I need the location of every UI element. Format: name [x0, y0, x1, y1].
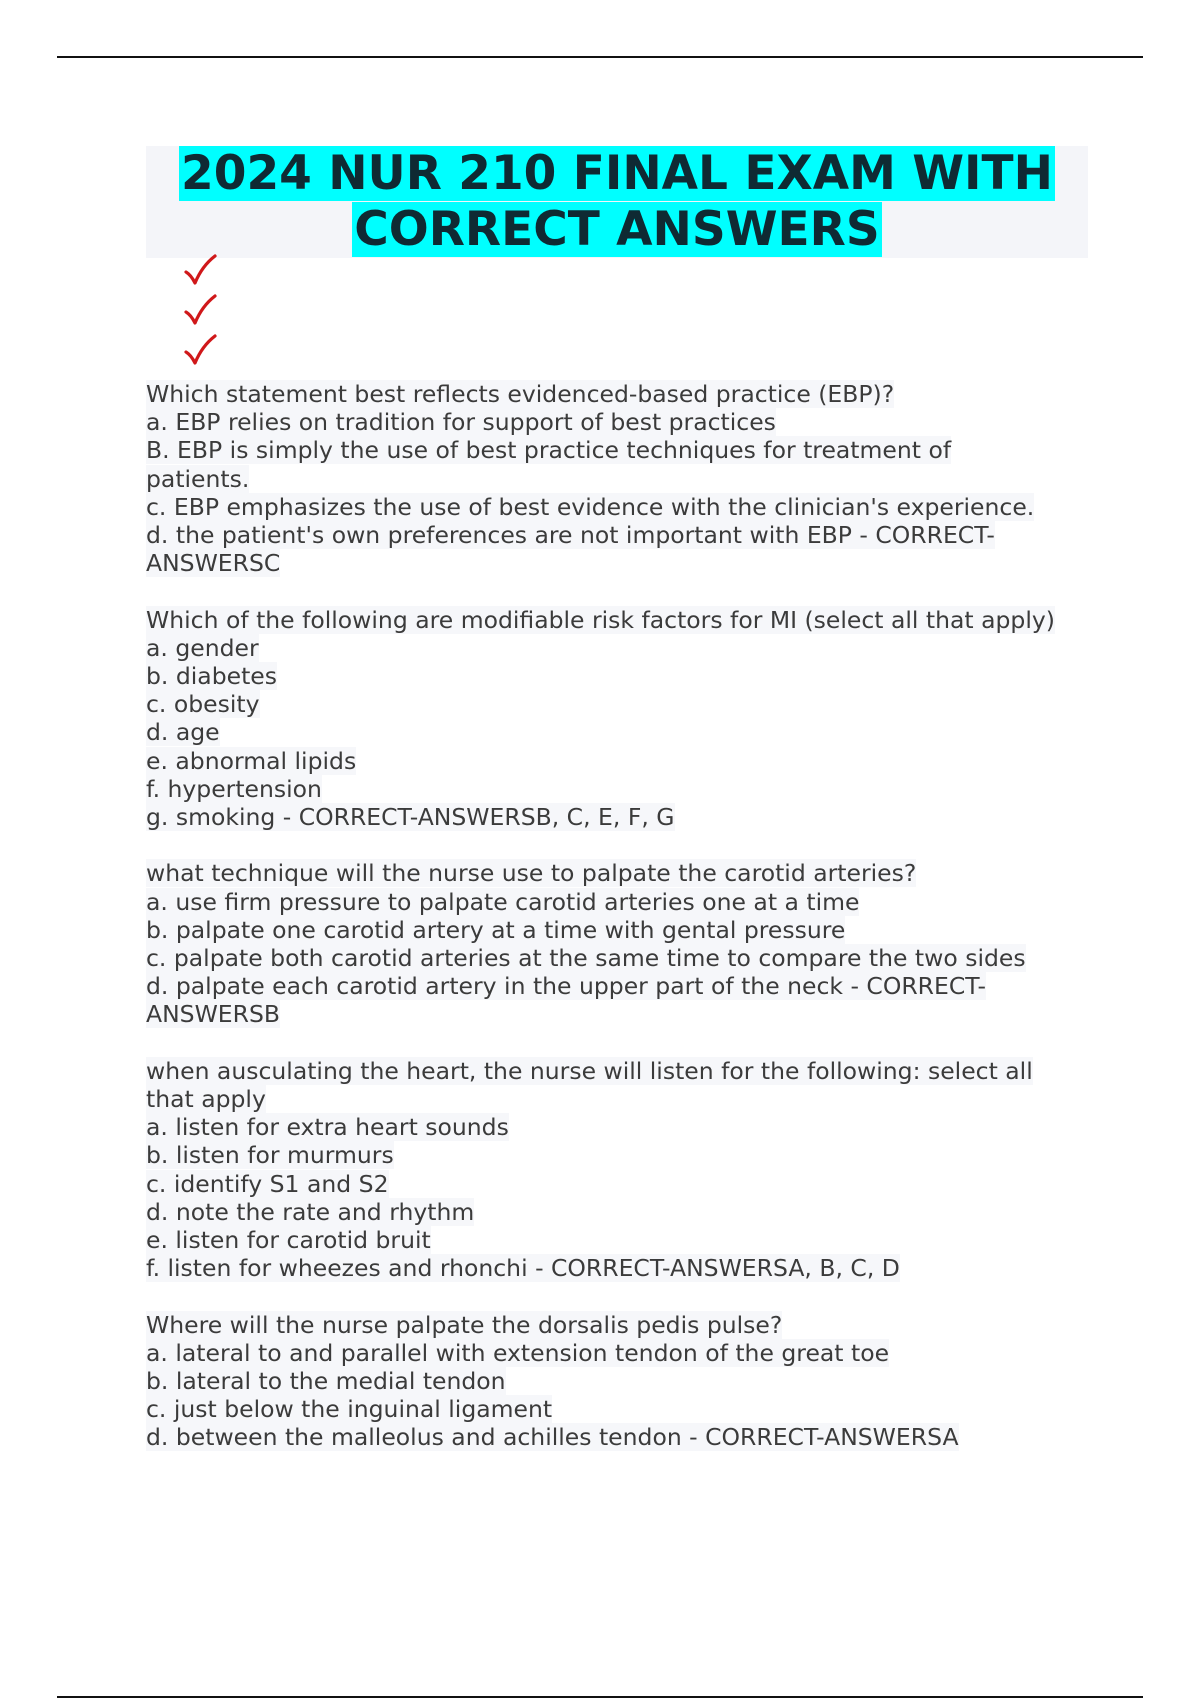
answer-line: ANSWERSB: [146, 1000, 281, 1029]
title-box: [146, 146, 1088, 258]
option-line: f. hypertension: [146, 774, 322, 803]
option-line: a. listen for extra heart sounds: [146, 1113, 509, 1142]
question-line: Which statement best reflects evidenced-based practice (EBP)?: [146, 380, 895, 408]
option-line: b. lateral to the medial tendon: [146, 1367, 506, 1396]
title-line-2: CORRECT ANSWERS: [354, 202, 880, 257]
option-line: e. listen for carotid bruit: [146, 1226, 431, 1255]
option-line: c. just below the inguinal ligament: [146, 1395, 553, 1424]
question-block-1: [146, 380, 1106, 577]
question-block-5: [146, 1311, 1106, 1452]
title-line-1: 2024 NUR 210 FINAL EXAM WITH: [181, 146, 1053, 201]
question-block-3: [146, 859, 1106, 1028]
option-line: d. age: [146, 718, 220, 747]
option-line: c. EBP emphasizes the use of best evidence with the clinician's experience.: [146, 492, 1035, 521]
document-title: [146, 146, 1088, 258]
option-line: c. obesity: [146, 690, 260, 719]
question-line: Where will the nurse palpate the dorsalis pedis pulse?: [146, 1310, 783, 1339]
question-line: Which of the following are modifiable risk factors for MI (select all that apply): [146, 605, 1055, 634]
option-line: a. EBP relies on tradition for support of best practices: [146, 408, 776, 437]
answer-line: g. smoking - CORRECT-ANSWERSB, C, E, F, G: [146, 803, 675, 832]
question-line: that apply: [146, 1085, 266, 1114]
option-line: b. diabetes: [146, 662, 277, 691]
option-line: a. lateral to and parallel with extension tendon of the great toe: [146, 1338, 890, 1367]
option-line: b. palpate one carotid artery at a time with gental pressure: [146, 915, 846, 944]
option-line: d. palpate each carotid artery in the upper part of the neck - CORRECT-: [146, 972, 986, 1001]
answer-line: d. between the malleolus and achilles tendon - CORRECT-ANSWERSA: [146, 1423, 959, 1452]
option-line: c. identify S1 and S2: [146, 1169, 389, 1198]
option-line: b. listen for murmurs: [146, 1141, 394, 1170]
option-line: d. the patient's own preferences are not important with EBP - CORRECT-: [146, 521, 995, 550]
option-line: a. gender: [146, 633, 259, 662]
question-block-4: [146, 1057, 1106, 1283]
answer-line: ANSWERSC: [146, 549, 281, 578]
question-line: when ausculating the heart, the nurse will listen for the following: select all: [146, 1056, 1033, 1085]
top-rule: [57, 56, 1143, 58]
red-checkmark-icon: [182, 250, 218, 290]
option-line: d. note the rate and rhythm: [146, 1197, 475, 1226]
option-line: c. palpate both carotid arteries at the same time to compare the two sides: [146, 944, 1026, 973]
answer-line: f. listen for wheezes and rhonchi - CORRECT-ANSWERSA, B, C, D: [146, 1254, 900, 1283]
option-line: B. EBP is simply the use of best practice techniques for treatment of: [146, 436, 952, 465]
option-line: patients.: [146, 464, 250, 493]
question-block-2: [146, 606, 1106, 832]
red-checkmark-icon: [182, 290, 218, 330]
red-checkmark-icon: [182, 330, 218, 370]
bottom-rule: [57, 1696, 1143, 1698]
question-line: what technique will the nurse use to palpate the carotid arteries?: [146, 859, 917, 888]
exam-content: [146, 380, 1106, 1480]
option-line: a. use firm pressure to palpate carotid arteries one at a time: [146, 887, 860, 916]
option-line: e. abnormal lipids: [146, 746, 357, 775]
checkmark-group: [182, 250, 218, 370]
